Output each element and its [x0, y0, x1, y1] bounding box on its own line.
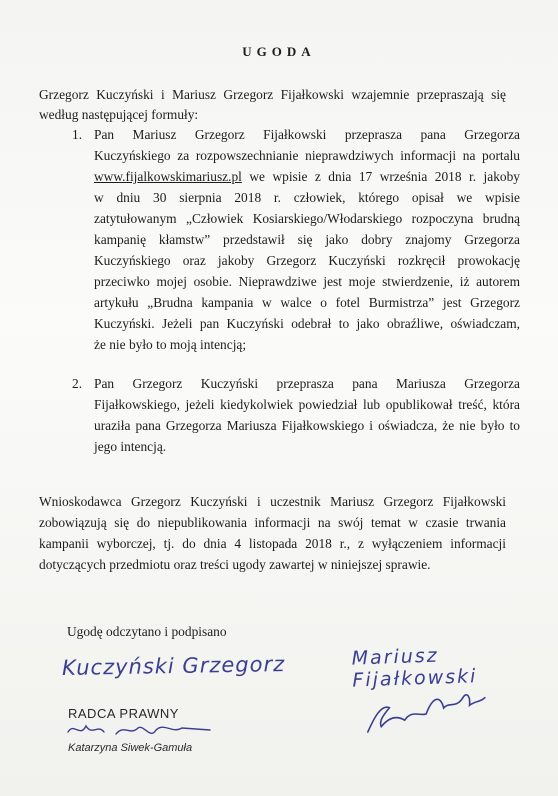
intro-line: Grzegorz Kuczyński i Mariusz Grzegorz Fijałkowski wzajemnie przepraszają się	[39, 87, 506, 102]
closing-paragraph: Wnioskodawca Grzegorz Kuczyński i uczestnik Mariusz Grzegorz Fijałkowski zobowiązują się do niepublikowania informacji na swój temat w czasie trwania kampanii wyborczej, tj. do dnia 4 listopada 2018 r., z wyłączeniem informacji dotyczących przedmiotu oraz treści ugody zawartej w niniejszej sprawie.	[39, 494, 506, 572]
signature-area	[0, 640, 558, 796]
document-title: UGODA	[242, 44, 316, 59]
list-item-text: Pan Grzegorz Kuczyński przeprasza pana Mariusza Grzegorza Fijałkowskiego, jeżeli kiedykolwiek powiedział lub opublikował treść, która uraziła pana Grzegorza Mariusza Fijałkowskiego i oświadcza, że nie było to jego intencją.	[94, 376, 520, 454]
portal-link[interactable]: www.fijalkowskimariusz.pl	[94, 169, 242, 184]
stamp-name: Katarzyna Siwek-Gamuła	[68, 742, 193, 754]
list-item-number: 1.	[72, 127, 83, 142]
list-item-text: Pan Mariusz Grzegorz Fijałkowski przeprasza pana Grzegorza Kuczyńskiego za rozpowszechnianie nieprawdziwych informacji na portalu www.fijalkowskimariusz.pl we wpisie z dnia 17 września 2018 r. jakoby w dniu 30 sierpnia 2018 r. człowiek, którego opisał we wpisie zatytułowanym „Człowiek Kosiarskiego/Włodarskiego rozpoczyna brudną kampanię kłamstw” przedstawił się jako dobry znajomy Grzegorza Kuczyńskiego oraz jakoby Grzegorz Kuczyński rozkręcił prowokację przeciwko mojej osobie. Nieprawdziwe jest moje stwierdzenie, iż autorem artykułu „Brudna kampania w walce o fotel Burmistrza” jest Grzegorz Kuczyński. Jeżeli pan Kuczyński odebrał to jako obraźliwe, oświadczam, że nie było to moją intencją;	[94, 127, 520, 352]
read-and-signed-note: Ugodę odczytano i podpisano	[67, 624, 227, 639]
stamp-signature	[64, 714, 214, 744]
signature-right: Mariusz Fijałkowski	[351, 644, 478, 692]
signature-left: Kuczyński Grzegorz	[61, 652, 286, 680]
list-item-number: 2.	[72, 376, 83, 391]
signature-initials	[358, 685, 491, 738]
intro-line: według następującej formuły:	[39, 107, 199, 122]
intro-paragraph	[39, 85, 506, 125]
stamp-title: RADCA PRAWNY	[68, 706, 179, 721]
